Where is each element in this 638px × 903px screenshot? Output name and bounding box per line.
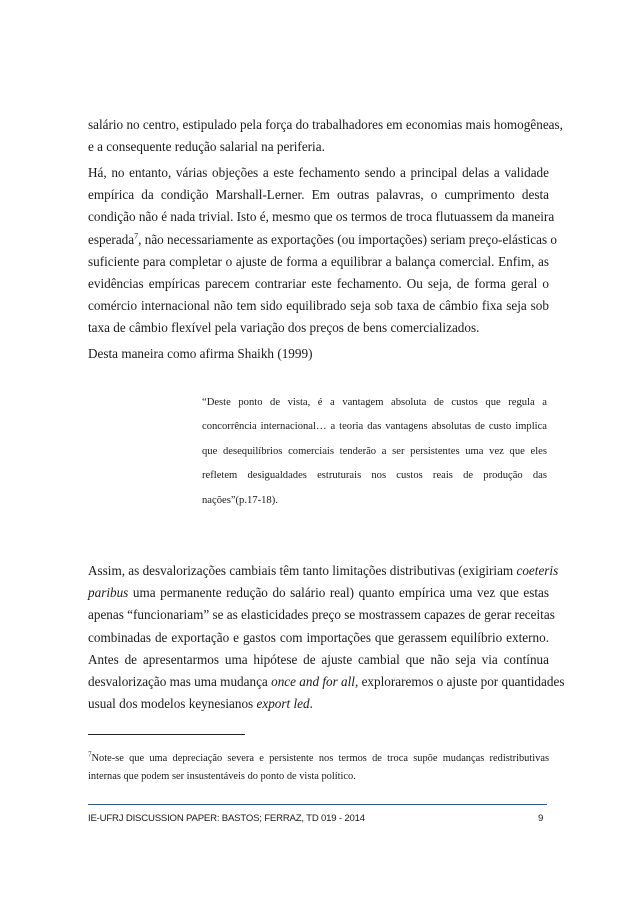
text-fragment: Note-se que uma depreciação severa e persistente nos termos de troca supõe mudanças redistributivas xyxy=(91,753,549,764)
quote-line: que desequilíbrios comerciais tenderão a ser persistentes uma vez que eles xyxy=(202,445,547,457)
footer-divider xyxy=(88,804,547,805)
footer-citation: IE-UFRJ DISCUSSION PAPER: BASTOS; FERRAZ, TD 019 - 2014 xyxy=(88,813,365,824)
text-line xyxy=(88,693,549,715)
text-line: taxa de câmbio flexível pela variação dos preços de bens comercializados. xyxy=(88,320,480,336)
text-fragment: uma permanente redução do salário real) quanto empírica uma vez que estas xyxy=(132,585,550,601)
text-line: e a consequente redução salarial na periferia. xyxy=(88,139,325,155)
italic-term: once and for all xyxy=(271,674,355,690)
italic-term: coeteris xyxy=(516,563,559,578)
text-line: comércio internacional não tem sido equilibrado seja sob taxa de câmbio fixa seja sob xyxy=(88,298,549,314)
quote-line: “Deste ponto de vista, é a vantagem absoluta de custos que regula a xyxy=(202,397,547,408)
text-fragment: , não necessariamente as exportações (ou importações) seriam preço-elásticas o xyxy=(138,231,558,247)
footnote-divider xyxy=(88,734,245,735)
italic-term: paribus xyxy=(88,585,129,601)
text-line-with-footnote xyxy=(88,229,558,251)
paragraph-2 xyxy=(88,162,558,340)
text-line xyxy=(88,582,549,604)
block-quote xyxy=(202,391,547,513)
text-fragment: usual dos modelos keynesianos xyxy=(88,696,254,712)
text-fragment: . xyxy=(309,696,313,712)
text-line: condição não é nada trivial. Isto é, mesmo que os termos de troca flutuassem da maneira xyxy=(88,209,555,225)
text-line: Antes de apresentarmos uma hipótese de ajuste cambial que não seja via contínua xyxy=(88,651,549,667)
text-line: Há, no entanto, várias objeções a este fechamento sendo a principal delas a validade xyxy=(88,165,549,180)
text-line: combinadas de exportação e gastos com importações que gerassem equilíbrio externo. xyxy=(88,629,549,645)
paragraph-3 xyxy=(88,343,549,365)
page-number: 9 xyxy=(538,813,544,824)
quote-line: concorrência internacional… a teoria das vantagens absolutas de custo implica xyxy=(202,421,547,433)
footnote-line: internas que podem ser insustentáveis do ponto de vista político. xyxy=(88,771,356,782)
paragraph-1 xyxy=(88,114,563,158)
quote-line: refletem desigualdades estruturais nos custos reais de produção das xyxy=(202,470,547,482)
footnote-line xyxy=(88,750,549,768)
text-fragment: esperada xyxy=(88,231,135,247)
quote-line: nações”(p.17-18). xyxy=(202,494,278,506)
footnote-marker: 7 xyxy=(88,750,92,759)
text-line: suficiente para completar o ajuste de forma a equilibrar a balança comercial. Enfim, as xyxy=(88,253,549,269)
text-line: apenas “funcionariam” se as elasticidades preço se mostrassem capazes de gerar receitas xyxy=(88,607,555,623)
text-line xyxy=(88,671,565,693)
italic-term: export led xyxy=(256,696,310,712)
footnote-reference[interactable]: 7 xyxy=(134,231,139,241)
paragraph-4 xyxy=(88,560,565,715)
text-line: Desta maneira como afirma Shaikh (1999) xyxy=(88,346,313,361)
footnote xyxy=(88,750,549,786)
text-line: empírica da condição Marshall-Lerner. Em outras palavras, o cumprimento desta xyxy=(88,187,549,203)
text-line: salário no centro, estipulado pela força do trabalhadores em economias mais homogêneas, xyxy=(88,117,563,132)
text-line: evidências empíricas parecem contrariar este fechamento. Ou seja, de forma geral o xyxy=(88,276,549,292)
text-fragment: , exploraremos o ajuste por quantidades xyxy=(354,674,565,690)
text-fragment: Assim, as desvalorizações cambiais têm tanto limitações distributivas (exigiriam xyxy=(88,563,514,578)
text-fragment: desvalorização mas uma mudança xyxy=(88,674,268,690)
text-line xyxy=(88,560,559,582)
